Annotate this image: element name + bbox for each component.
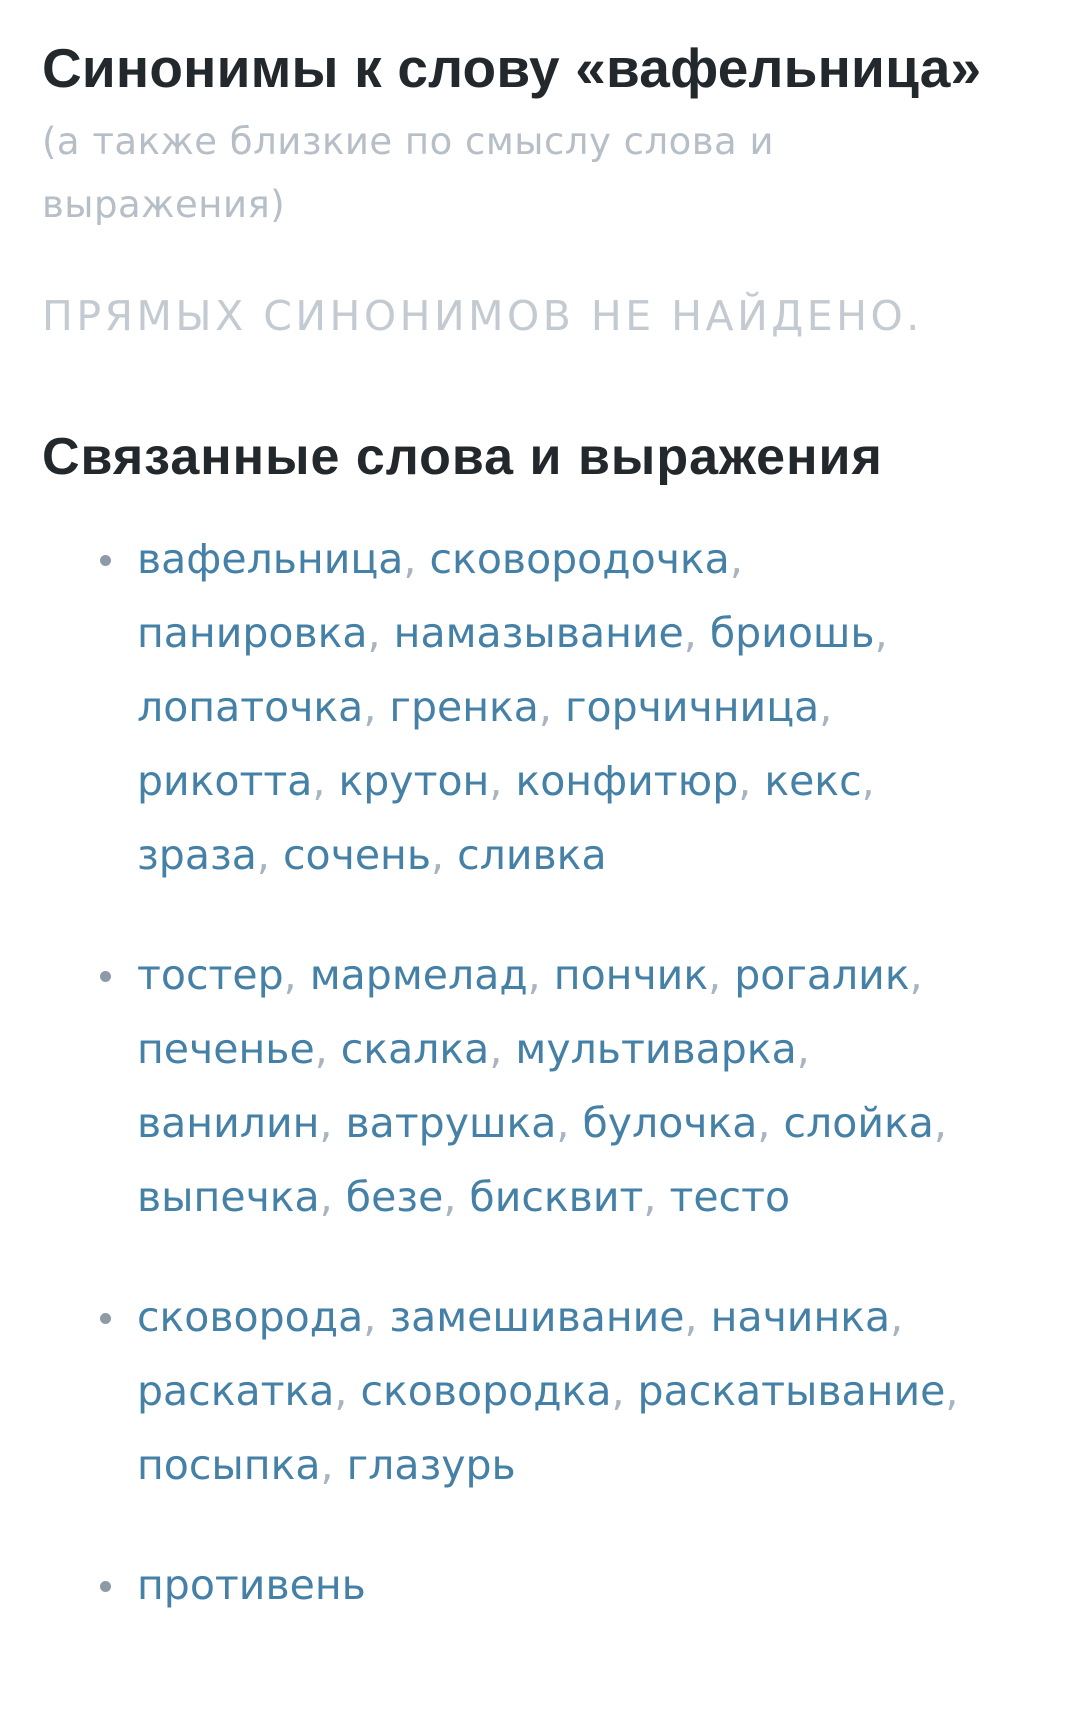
word-separator: , [538,683,552,731]
related-word-link[interactable]: вафельница [137,535,404,583]
related-word-link[interactable]: скалка [340,1025,490,1073]
related-words-list [42,522,1040,1622]
related-word-link[interactable]: гренка [389,683,539,731]
related-word-link[interactable]: рикотта [137,757,313,805]
word-separator: , [708,951,722,999]
word-separator: , [796,1025,810,1073]
word-group [42,938,1040,1234]
word-separator: , [819,683,833,731]
bullet-icon [100,555,111,566]
related-word-link[interactable]: противень [137,1561,366,1609]
related-word-link[interactable]: посыпка [137,1441,321,1489]
related-word-link[interactable]: бриошь [709,609,875,657]
related-word-link[interactable]: безе [345,1173,444,1221]
word-separator: , [320,1441,334,1489]
related-word-link[interactable]: глазурь [346,1441,516,1489]
related-word-link[interactable]: горчичница [565,683,820,731]
related-word-link[interactable]: тостер [137,951,284,999]
word-separator: , [363,683,377,731]
related-word-link[interactable]: раскатывание [637,1367,946,1415]
word-separator: , [933,1099,947,1147]
word-group [42,522,1040,892]
word-separator: , [489,757,503,805]
word-separator: , [683,609,697,657]
word-separator: , [611,1367,625,1415]
word-separator: , [489,1025,503,1073]
word-separator: , [890,1293,904,1341]
related-word-link[interactable]: лопаточка [137,683,364,731]
bullet-icon [100,1581,111,1592]
related-word-link[interactable]: панировка [137,609,368,657]
word-group [42,1280,1040,1502]
word-separator: , [527,951,541,999]
word-separator: , [319,1173,333,1221]
related-word-link[interactable]: пончик [553,951,709,999]
word-separator: , [909,951,923,999]
word-separator: , [334,1367,348,1415]
related-word-link[interactable]: начинка [710,1293,891,1341]
word-group-words [137,1280,997,1502]
related-word-link[interactable]: зраза [137,831,257,879]
word-separator: , [738,757,752,805]
related-word-link[interactable]: выпечка [137,1173,320,1221]
related-word-link[interactable]: слойка [783,1099,934,1147]
bullet-icon [100,1313,111,1324]
word-separator: , [319,1099,333,1147]
related-word-link[interactable]: конфитюр [515,757,739,805]
word-group-words [137,522,997,892]
word-separator: , [757,1099,771,1147]
no-synonyms-notice: ПРЯМЫХ СИНОНИМОВ НЕ НАЙДЕНО. [42,292,923,340]
word-separator: , [283,951,297,999]
word-group-words [137,938,997,1234]
related-word-link[interactable]: сковорода [137,1293,364,1341]
word-group [42,1548,1040,1622]
related-word-link[interactable]: намазывание [393,609,684,657]
word-group-words [137,1548,997,1622]
related-word-link[interactable]: сочень [282,831,432,879]
word-separator: , [431,831,445,879]
related-word-link[interactable]: сковородочка [429,535,730,583]
related-word-link[interactable]: крутон [338,757,490,805]
word-separator: , [312,757,326,805]
word-separator: , [643,1173,657,1221]
word-separator: , [256,831,270,879]
related-section-title: Связанные слова и выражения [42,428,883,486]
related-word-link[interactable]: ватрушка [345,1099,557,1147]
word-separator: , [945,1367,959,1415]
related-word-link[interactable]: кекс [764,757,862,805]
related-word-link[interactable]: раскатка [137,1367,335,1415]
related-word-link[interactable]: ванилин [137,1099,320,1147]
related-word-link[interactable]: бисквит [469,1173,644,1221]
page-title: Синонимы к слову «вафельница» [42,37,982,99]
related-word-link[interactable]: рогалик [734,951,910,999]
word-separator: , [443,1173,457,1221]
word-separator: , [729,535,743,583]
word-separator: , [314,1025,328,1073]
related-word-link[interactable]: мармелад [309,951,528,999]
bullet-icon [100,971,111,982]
related-word-link[interactable]: сковородка [360,1367,612,1415]
related-word-link[interactable]: печенье [137,1025,315,1073]
related-word-link[interactable]: булочка [582,1099,758,1147]
word-separator: , [684,1293,698,1341]
related-word-link[interactable]: тесто [669,1173,791,1221]
word-separator: , [403,535,417,583]
word-separator: , [861,757,875,805]
word-separator: , [367,609,381,657]
related-word-link[interactable]: мультиварка [515,1025,797,1073]
word-separator: , [556,1099,570,1147]
word-separator: , [363,1293,377,1341]
page-subtitle: (а также близкие по смыслу слова и выражения) [42,120,775,226]
related-word-link[interactable]: замешивание [389,1293,685,1341]
word-separator: , [874,609,888,657]
related-word-link[interactable]: сливка [457,831,607,879]
